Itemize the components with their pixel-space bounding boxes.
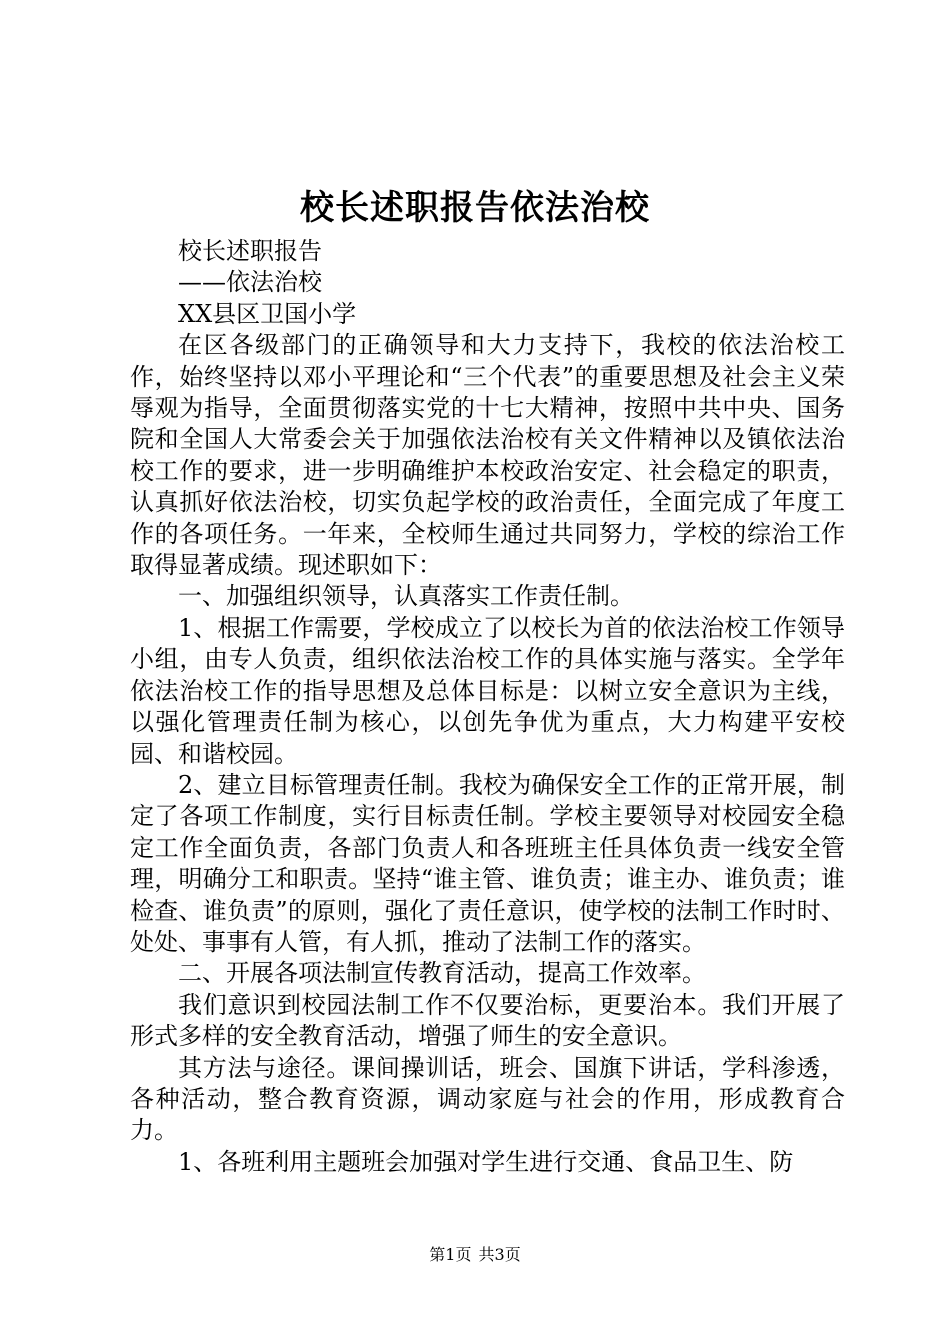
document-title: 校长述职报告依法治校 — [300, 188, 650, 228]
body-paragraph: XX县区卫国小学 — [178, 299, 357, 328]
body-paragraph: ——依法治校 — [178, 268, 322, 297]
document-body — [130, 236, 845, 1178]
body-paragraph: 其方法与途径。课间操训话，班会、国旗下讲话，学科渗透，各种活动，整合教育资源，调动家庭与社会的作用，形成教育合力。 — [130, 1053, 845, 1145]
section-heading: 一、加强组织领导，认真落实工作责任制。 — [178, 582, 634, 611]
section-heading: 二、开展各项法制宣传教育活动，提高工作效率。 — [178, 959, 706, 988]
body-paragraph: 校长述职报告 — [178, 237, 322, 265]
page-footer: 第1页 共3页 — [429, 1245, 521, 1264]
body-paragraph: 1、根据工作需要，学校成立了以校长为首的依法治校工作领导小组，由专人负责，组织依法治校工作的具体实施与落实。全学年依法治校工作的指导思想及总体目标是：以树立安全意识为主线，以强化管理责任制为核心，以创先争优为重点，大力构建平安校园、和谐校园。 — [130, 613, 845, 768]
body-paragraph: 2、建立目标管理责任制。我校为确保安全工作的正常开展，制定了各项工作制度，实行目标责任制。学校主要领导对校园安全稳定工作全面负责，各部门负责人和各班班主任具体负责一线安全管理，明确分工和职责。坚持“谁主管、谁负责；谁主办、谁负责；谁检查、谁负责”的原则，强化了责任意识，使学校的法制工作时时、处处、事事有人管，有人抓，推动了法制工作的落实。 — [130, 770, 845, 956]
body-paragraph: 在区各级部门的正确领导和大力支持下，我校的依法治校工作，始终坚持以邓小平理论和“三个代表”的重要思想及社会主义荣辱观为指导，全面贯彻落实党的十七大精神，按照中共中央、国务院和全国人大常委会关于加强依法治校有关文件精神以及镇依法治校工作的要求，进一步明确维护本校政治安定、社会稳定的职责，认真抓好依法治校，切实负起学校的政治责任，全面完成了年度工作的各项任务。一年来，全校师生通过共同努力，学校的综治工作取得显著成绩。现述职如下： — [130, 331, 845, 580]
body-paragraph: 我们意识到校园法制工作不仅要治标，更要治本。我们开展了形式多样的安全教育活动，增强了师生的安全意识。 — [130, 990, 845, 1051]
body-paragraph: 1、各班利用主题班会加强对学生进行交通、食品卫生、防 — [178, 1147, 794, 1176]
